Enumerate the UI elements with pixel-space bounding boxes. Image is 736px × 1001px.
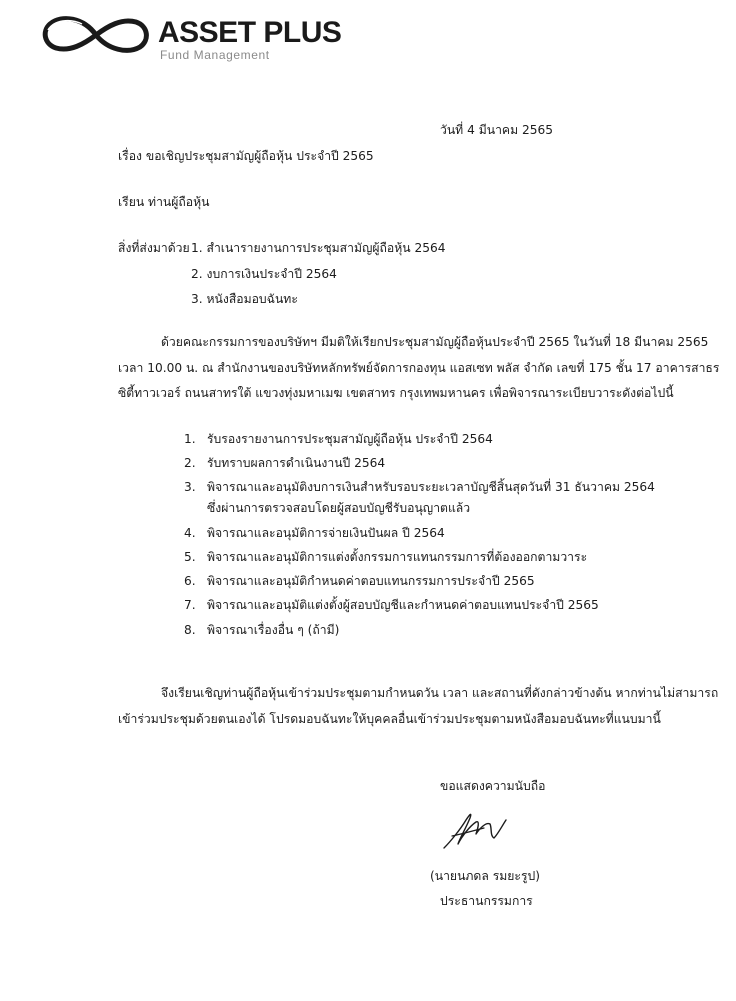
agenda-number: 1.	[184, 432, 196, 446]
signatory-name: (นายนภดล รมยะรูป)	[430, 869, 540, 883]
intro-line: ด้วยคณะกรรมการของบริษัทฯ มีมติให้เรียกประชุมสามัญผู้ถือหุ้นประจำปี 2565 ในวันที่ 18 มีนาคม 2565	[161, 335, 709, 349]
letter-subject: เรื่อง ขอเชิญประชุมสามัญผู้ถือหุ้น ประจำปี 2565	[118, 149, 374, 163]
brand-subtitle: Fund Management	[160, 48, 270, 62]
letter-salutation: เรียน ท่านผู้ถือหุ้น	[118, 195, 210, 209]
brand-name: ASSET PLUS	[158, 16, 342, 49]
agenda-number: 5.	[184, 550, 196, 564]
enclosure-item: 3. หนังสือมอบฉันทะ	[191, 292, 298, 306]
agenda-number: 2.	[184, 456, 196, 470]
letter-date: วันที่ 4 มีนาคม 2565	[440, 123, 553, 137]
intro-line: เวลา 10.00 น. ณ สำนักงานของบริษัทหลักทรัพย์จัดการกองทุน แอสเซท พลัส จำกัด เลขที่ 175 ชั้น 17 อาคารสาธร	[118, 361, 720, 375]
enclosure-item: 2. งบการเงินประจำปี 2564	[191, 267, 337, 281]
agenda-item: พิจารณาและอนุมัติงบการเงินสำหรับรอบระยะเวลาบัญชีสิ้นสุดวันที่ 31 ธันวาคม 2564	[207, 480, 655, 494]
agenda-item: รับรองรายงานการประชุมสามัญผู้ถือหุ้น ประจำปี 2564	[207, 432, 493, 446]
agenda-number: 7.	[184, 598, 196, 612]
agenda-number: 4.	[184, 526, 196, 540]
agenda-number: 3.	[184, 480, 196, 494]
agenda-item: พิจารณาและอนุมัติกำหนดค่าตอบแทนกรรมการประจำปี 2565	[207, 574, 535, 588]
signature	[440, 808, 520, 860]
closing-line: จึงเรียนเชิญท่านผู้ถือหุ้นเข้าร่วมประชุมตามกำหนดวัน เวลา และสถานที่ดังกล่าวข้างต้น หากท่านไม่สามารถ	[161, 686, 719, 700]
agenda-item: พิจารณาและอนุมัติการจ่ายเงินปันผล ปี 2564	[207, 526, 445, 540]
agenda-item: พิจารณาเรื่องอื่น ๆ (ถ้ามี)	[207, 623, 340, 637]
signatory-title: ประธานกรรมการ	[440, 894, 533, 908]
infinity-logo-icon	[40, 12, 152, 58]
agenda-number: 6.	[184, 574, 196, 588]
company-logo	[40, 8, 340, 60]
closing-line: เข้าร่วมประชุมด้วยตนเองได้ โปรดมอบฉันทะให้บุคคลอื่นเข้าร่วมประชุมตามหนังสือมอบฉันทะที่แนบมานี้	[118, 712, 661, 726]
regards: ขอแสดงความนับถือ	[440, 779, 546, 793]
agenda-number: 8.	[184, 623, 196, 637]
enclosure-label: สิ่งที่ส่งมาด้วย	[118, 241, 190, 255]
agenda-item: รับทราบผลการดำเนินงานปี 2564	[207, 456, 386, 470]
agenda-item: พิจารณาและอนุมัติการแต่งตั้งกรรมการแทนกรรมการที่ต้องออกตามวาระ	[207, 550, 588, 564]
enclosure-item: 1. สำเนารายงานการประชุมสามัญผู้ถือหุ้น 2564	[191, 241, 446, 255]
intro-line: ซิตี้ทาวเวอร์ ถนนสาทรใต้ แขวงทุ่งมหาเมฆ เขตสาทร กรุงเทพมหานคร เพื่อพิจารณาระเบียบวาระดังต่อไปนี้	[118, 386, 674, 400]
agenda-item: พิจารณาและอนุมัติแต่งตั้งผู้สอบบัญชีและกำหนดค่าตอบแทนประจำปี 2565	[207, 598, 599, 612]
agenda-item-continued: ซึ่งผ่านการตรวจสอบโดยผู้สอบบัญชีรับอนุญาตแล้ว	[207, 501, 471, 515]
